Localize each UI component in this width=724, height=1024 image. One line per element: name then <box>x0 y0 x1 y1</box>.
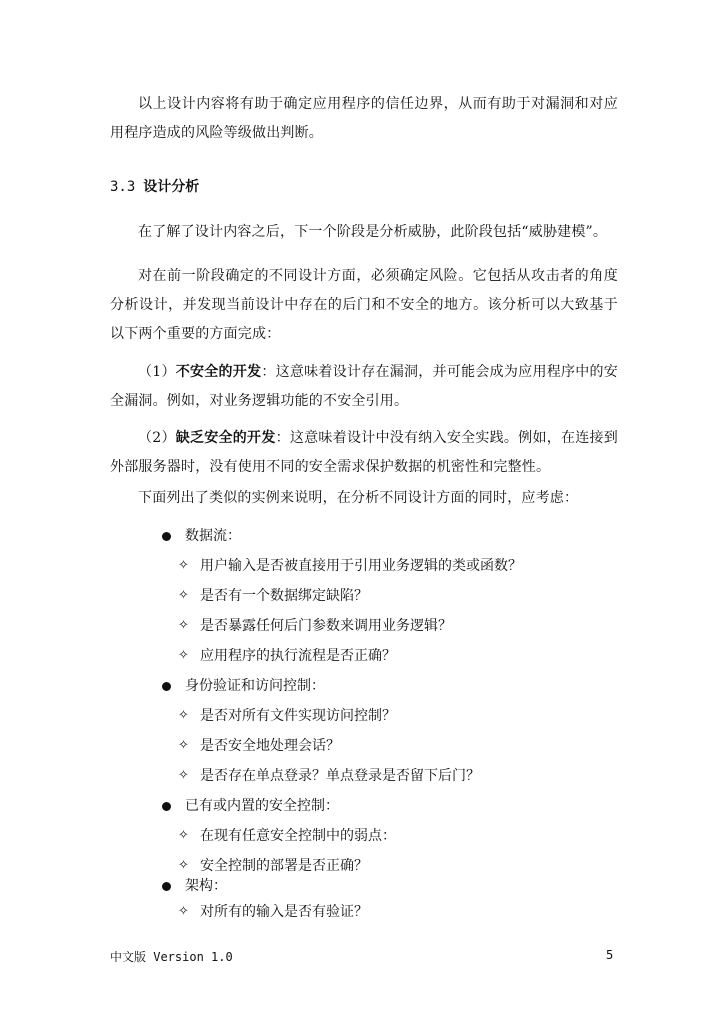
diamond-bullet-icon: ✧ <box>178 588 189 603</box>
bullet-icon <box>162 532 171 541</box>
diamond-bullet-icon: ✧ <box>178 708 189 723</box>
paragraph-examples-intro: 下面列出了类似的实例来说明，在分析不同设计方面的同时，应考虑： <box>138 490 579 506</box>
sub-list-item <box>178 856 368 876</box>
sub-list-item <box>178 766 480 786</box>
diamond-bullet-icon: ✧ <box>178 618 189 633</box>
diamond-bullet-icon: ✧ <box>178 648 189 663</box>
sub-list-item-text: 是否对所有文件实现访问控制？ <box>200 708 396 724</box>
list-item <box>162 796 339 816</box>
list-item <box>162 676 325 696</box>
sub-list-item <box>178 736 340 756</box>
sub-list-item-text: 应用程序的执行流程是否正确？ <box>200 648 396 664</box>
item-prefix: （2） <box>138 430 176 446</box>
intro-paragraph: 以上设计内容将有助于确定应用程序的信任边界，从而有助于对漏洞和对应用程序造成的风险等级做出判断。 <box>110 96 618 141</box>
paragraph-threat-modeling: 在了解了设计内容之后，下一个阶段是分析威胁，此阶段包括“威胁建模”。 <box>138 224 608 240</box>
paragraph-insecure-development <box>110 358 618 416</box>
sub-list-item-text: 是否有一个数据绑定缺陷？ <box>200 588 368 604</box>
page-number: 5 <box>606 948 614 962</box>
sub-list-item <box>178 902 368 922</box>
diamond-bullet-icon: ✧ <box>178 738 189 753</box>
sub-list-item-text: 安全控制的部署是否正确？ <box>200 858 368 874</box>
sub-list-item-text: 是否存在单点登录？单点登录是否留下后门？ <box>200 768 480 784</box>
item-description: ：这意味着设计中没有纳入安全实践。例如，在连接到外部服务器时，没有使用不同的安全需求保护数据的机密性和完整性。 <box>110 430 618 475</box>
paragraph-lack-of-secure-development <box>110 424 618 482</box>
list-item-label: 数据流： <box>185 528 241 544</box>
list-item-label: 已有或内置的安全控制： <box>185 798 339 814</box>
list-item <box>162 876 227 896</box>
list-item-label: 身份验证和访问控制： <box>185 678 325 694</box>
item-prefix: （1） <box>138 364 176 380</box>
sub-list-item <box>178 706 396 726</box>
diamond-bullet-icon: ✧ <box>178 904 189 919</box>
list-item-label: 架构： <box>185 878 227 894</box>
term-lack-of-secure-development: 缺乏安全的开发 <box>175 430 276 446</box>
diamond-bullet-icon: ✧ <box>178 768 189 783</box>
sub-list-item-text: 对所有的输入是否有验证？ <box>200 904 368 920</box>
item-description: ：这意味着设计存在漏洞，并可能会成为应用程序中的安全漏洞。例如，对业务逻辑功能的不安全引用。 <box>110 364 619 409</box>
sub-list-item-text: 在现有任意安全控制中的弱点： <box>200 828 396 844</box>
sub-list-item <box>178 586 368 606</box>
sub-list-item <box>178 826 396 846</box>
sub-list-item <box>178 616 452 636</box>
sub-list-item-text: 是否安全地处理会话？ <box>200 738 340 754</box>
section-number: 3.3 <box>110 179 136 195</box>
diamond-bullet-icon: ✧ <box>178 828 189 843</box>
term-insecure-development: 不安全的开发 <box>175 364 262 380</box>
sub-list-item <box>178 556 522 576</box>
bullet-icon <box>162 682 171 691</box>
diamond-bullet-icon: ✧ <box>178 558 189 573</box>
footer-version: 中文版 Version 1.0 <box>110 950 233 964</box>
section-heading <box>110 176 199 196</box>
bullet-icon <box>162 882 171 891</box>
sub-list-item-text: 用户输入是否被直接用于引用业务逻辑的类或函数？ <box>200 558 522 574</box>
diamond-bullet-icon: ✧ <box>178 858 189 873</box>
list-item <box>162 526 241 546</box>
sub-list-item-text: 是否暴露任何后门参数来调用业务逻辑？ <box>200 618 452 634</box>
bullet-icon <box>162 802 171 811</box>
sub-list-item <box>178 646 396 666</box>
paragraph-risk-analysis: 对在前一阶段确定的不同设计方面，必须确定风险。它包括从攻击者的角度分析设计，并发现当前设计中存在的后门和不安全的地方。该分析可以大致基于以下两个重要的方面完成： <box>110 268 618 342</box>
section-title: 设计分析 <box>143 179 200 195</box>
